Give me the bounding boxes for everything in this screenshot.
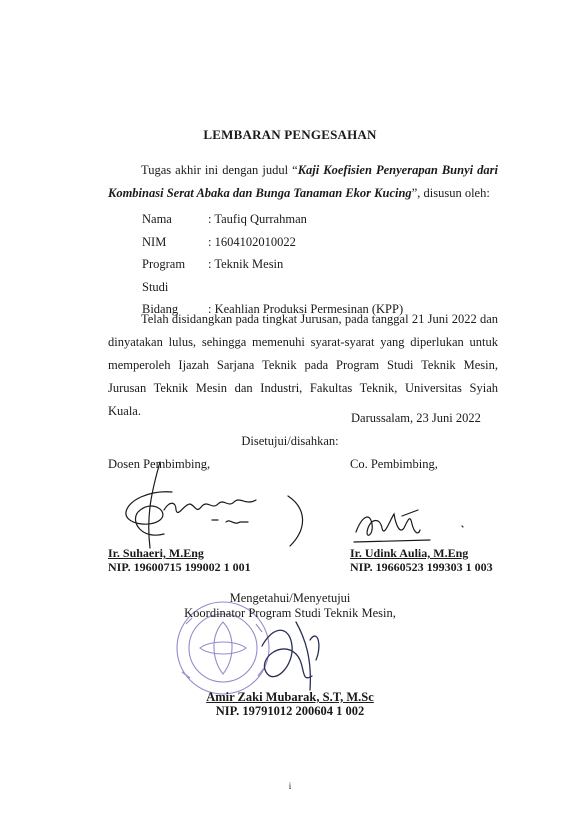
co-supervisor-nip: NIP. 19660523 199303 1 003 — [350, 560, 493, 574]
coordinator-line2: Koordinator Program Studi Teknik Mesin, — [184, 606, 396, 620]
info-label: NIM — [142, 234, 167, 249]
info-label: Bidang — [142, 302, 179, 316]
intro-paragraph — [108, 159, 498, 205]
coordinator-signature — [262, 622, 319, 690]
info-row-program — [142, 253, 403, 298]
info-value: : 1604102010022 — [208, 234, 296, 249]
intro-prefix: Tugas akhir ini dengan judul “ — [141, 163, 298, 177]
student-info — [142, 208, 403, 321]
approved-label: Disetujui/disahkan: — [241, 434, 339, 448]
page-title: LEMBARAN PENGESAHAN — [203, 127, 377, 142]
info-row-nim — [142, 231, 403, 254]
coordinator-name: Amir Zaki Mubarak, S.T, M.Sc — [206, 690, 374, 704]
supervisor-role: Dosen Pembimbing, — [108, 457, 211, 471]
page-number: i — [288, 781, 292, 791]
statement-paragraph — [108, 308, 498, 423]
place-date: Darussalam, 23 Juni 2022 — [351, 411, 481, 425]
supervisor-signature — [126, 462, 303, 548]
info-value: : Keahlian Produksi Permesinan (KPP) — [208, 302, 404, 316]
info-value: : Teknik Mesin — [208, 257, 284, 271]
supervisor-nip: NIP. 19600715 199002 1 001 — [108, 560, 251, 574]
supervisor-name: Ir. Suhaeri, M.Eng — [108, 546, 204, 560]
coordinator-nip: NIP. 19791012 200604 1 002 — [215, 704, 365, 718]
co-supervisor-role: Co. Pembimbing, — [350, 457, 438, 471]
coordinator-line1: Mengetahui/Menyetujui — [229, 591, 351, 605]
statement-text: Telah disidangkan pada tingkat Jurusan, pada tanggal 21 Juni 2022 dan dinyatakan lulus, sehingga memenuhi syarat-syarat yang diperlukan untuk memperoleh Ijazah Sarjana Teknik pada Program Studi Teknik Mesin, Jurusan Teknik Mesin dan Industri, Fakultas Teknik, Universitas Syiah Kuala. — [108, 312, 498, 418]
info-value: : Taufiq Qurrahman — [208, 212, 307, 226]
co-supervisor-name: Ir. Udink Aulia, M.Eng — [350, 546, 469, 560]
info-row-name — [142, 208, 403, 231]
thesis-title: Kaji Koefisien Penyerapan Bunyi dari Kombinasi Serat Abaka dan Bunga Tanaman Ekor Kucing — [108, 163, 499, 200]
info-label: Nama — [142, 212, 172, 226]
info-label: Program Studi — [142, 257, 186, 294]
intro-suffix: ”, disusun oleh: — [411, 186, 490, 200]
co-supervisor-signature — [354, 510, 463, 542]
